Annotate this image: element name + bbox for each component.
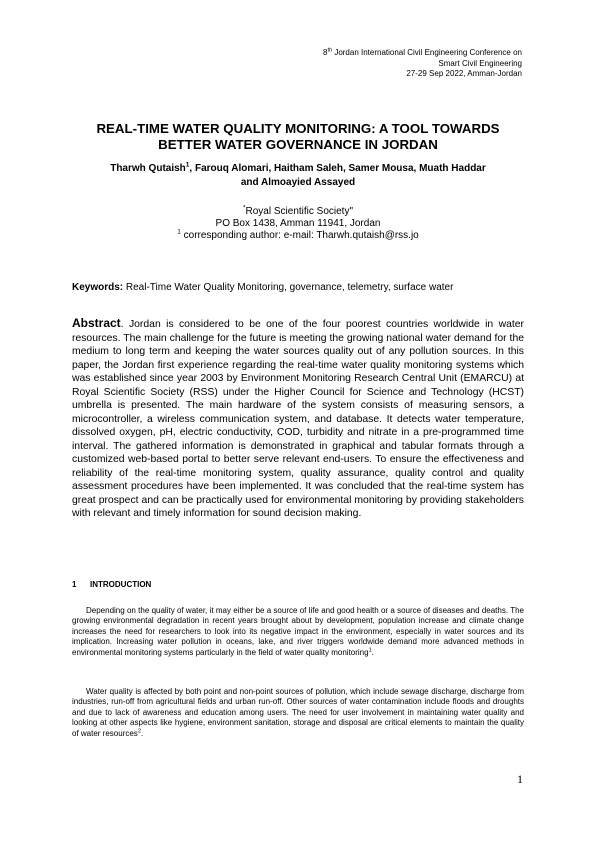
- paper-title-line-2: BETTER WATER GOVERNANCE IN JORDAN: [158, 136, 438, 152]
- affiliation-organization: [72, 206, 524, 218]
- corresponding-mark: 1: [177, 228, 181, 236]
- section-number: 1: [72, 580, 77, 589]
- corresponding-email: corresponding author: e-mail: Tharwh.qutaish@rss.jo: [180, 230, 419, 241]
- author-list: [72, 162, 524, 189]
- intro-paragraph-1: [72, 606, 524, 658]
- abstract-label: Abstract: [72, 316, 121, 330]
- author-line-2: and Almoayied Assayed: [240, 176, 356, 188]
- affiliation-mark: *: [242, 204, 246, 212]
- conference-line-1: [222, 48, 522, 59]
- intro-paragraph-2: [72, 687, 524, 739]
- organization-name: Royal Scientific Society": [245, 206, 353, 217]
- corresponding-author: [72, 230, 524, 242]
- paragraph-1-end: .: [371, 647, 374, 657]
- paragraph-2-end: .: [140, 728, 144, 738]
- abstract-text: . Jordan is considered to be one of the four poorest countries worldwide in water resources. The main challenge for the future is meeting the growing national water demand for the medium to long term and keeping the water sources quality out of any pollution sources. In this paper, the Jordan first experience regarding the real-time water quality monitoring systems which was established since year 2003 by Environment Monitoring Research Central Unit (EMARCU) at Royal Scientific Society (RSS) under the Higher Council for Science and Technology (HCST) umbrella is presented. The main hardware of the system consists of measuring sensors, a microcontroller, a wireless communication system, and database. It detects water temperature, dissolved oxygen, pH, electric conductivity, COD, turbidity and nitrate in a pre-programmed time interval. The gathered information is demonstrated in graphical and tabular formats through a customized web-based portal to better serve relevant end-users. To ensure the effectiveness and reliability of the real-time monitoring system, quality assurance, quality control and quality assessment procedures have been implemented. It was concluded that the real-time system has great prospect and can be practically used for environmental monitoring by providing stakeholders with relevant and timely information for sound decision making.: [72, 319, 524, 519]
- page-number: 1: [517, 772, 523, 786]
- author-line-1: [72, 162, 524, 176]
- first-author-mark: 1: [185, 161, 190, 169]
- citation-1: 1: [368, 646, 372, 653]
- affiliation-address: PO Box 1438, Amman 11941, Jordan: [215, 218, 381, 229]
- co-authors: , Farouq Alomari, Haitham Saleh, Samer Mousa, Muath Haddar: [189, 163, 486, 174]
- abstract: [72, 317, 524, 521]
- paper-title-line-1: REAL-TIME WATER QUALITY MONITORING: A TOOL TOWARDS: [96, 121, 500, 136]
- keywords-text: Real-Time Water Quality Monitoring, governance, telemetry, surface water: [123, 282, 454, 293]
- affiliation-block: [72, 206, 524, 242]
- keywords: [72, 282, 524, 294]
- paragraph-2-text: Water quality is affected by both point and non-point sources of pollution, which include sewage discharge, discharge from industries, run-off from agricultural fields and urban run-off. Other sources of water contamination include floods and droughts and due to lack of awareness and education among users. The need for user involvement in maintaining water quality and looking at other aspects like hygiene, environment sanitation, storage and disposal are critical elements to maintain the quality of water resources: [72, 687, 524, 738]
- conference-name: Jordan International Civil Engineering Conference on: [332, 48, 522, 57]
- conference-edition-suffix: th: [327, 47, 333, 54]
- section-heading-introduction: [72, 580, 524, 590]
- section-title: INTRODUCTION: [90, 580, 152, 589]
- conference-edition-number: 8: [323, 48, 328, 57]
- conference-header: [222, 48, 522, 80]
- paragraph-1-text: Depending on the quality of water, it may either be a source of life and good health or a source of diseases and deaths. The growing environmental degradation in recent years brought about by development, population increase and climate change increases the need for researchers to look into its negative impact in the environment, especially in water sources and its implication. Increasing water pollution in oceans, lake, and river triggers worldwide demand more advanced methods in environmental monitoring systems particularly in the field of water quality monitoring: [72, 606, 524, 657]
- conference-line-2: Smart Civil Engineering: [438, 58, 522, 68]
- keywords-label: Keywords:: [72, 282, 124, 293]
- citation-2: 2: [137, 727, 141, 734]
- conference-dates: 27-29 Sep 2022, Amman-Jordan: [406, 69, 522, 78]
- paper-title: [72, 121, 524, 152]
- first-author: Tharwh Qutaish: [110, 163, 186, 174]
